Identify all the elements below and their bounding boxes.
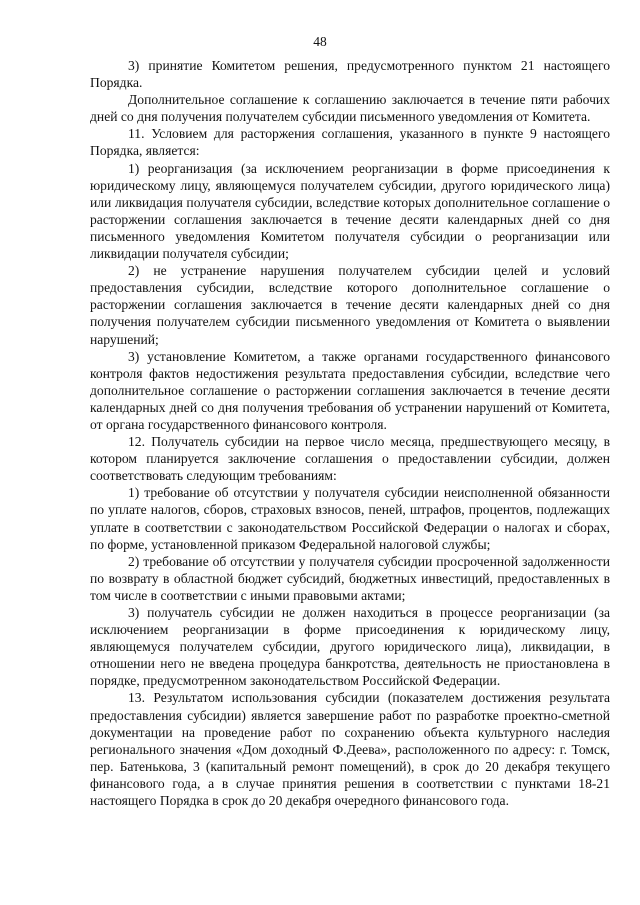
paragraph-clause-13: 13. Результатом использования субсидии (показателем достижения результата предоставления субсидии) является завершение работ по разработке проектно-сметной документации на проведение работ по сохранению объекта культурного наследия регионального значения «Дом доходный Ф.Деева», расположенного по адресу: г. Томск, пер. Батенькова, 3 (капитальный ремонт помещений), в срок до 20 декабря текущего финансового года, а в случае принятия решения в соответствии с пунктами 18-21 настоящего Порядка в срок до 20 декабря очередного финансового года. [90, 690, 610, 809]
paragraph-clause-11-item-3: 3) установление Комитетом, а также органами государственного финансового контроля фактов недостижения результата предоставления субсидии, вследствие чего дополнительное соглашение о расторжении соглашения заключается в течение десяти календарных дней со дня получения требования об устранении нарушений от Комитета, от органа государственного финансового контроля. [90, 348, 610, 432]
paragraph-clause-11-item-1: 1) реорганизация (за исключением реорганизации в форме присоединения к юридическому лицу, являющемуся получателем субсидии, другого юридического лица) или ликвидация получателя субсидии, вследствие которых дополнительное соглашение о расторжении соглашения заключается в течение десяти календарных дней со дня письменного уведомления Комитетом получателя субсидии о реорганизации или ликвидации получателя субсидии; [90, 160, 610, 262]
paragraph-clause-11: 11. Условием для расторжения соглашения, указанного в пункте 9 настоящего Порядка, является: [90, 126, 610, 159]
document-body [90, 57, 610, 809]
paragraph-clause-12-item-3: 3) получатель субсидии не должен находиться в процессе реорганизации (за исключением реорганизации в форме присоединения к юридическому лицу, являющемуся получателем субсидии, другого юридического лица), ликвидации, в отношении него не введена процедура банкротства, деятельность не приостановлена в порядке, предусмотренном законодательством Российской Федерации. [90, 605, 610, 689]
paragraph-supplementary-agreement: Дополнительное соглашение к соглашению заключается в течение пяти рабочих дней со дня получения получателем субсидии письменного уведомления от Комитета. [90, 92, 610, 125]
paragraph-item-3: 3) принятие Комитетом решения, предусмотренного пунктом 21 настоящего Порядка. [90, 58, 610, 91]
paragraph-clause-11-item-2: 2) не устранение нарушения получателем субсидии целей и условий предоставления субсидии, вследствие которого дополнительное соглашение о расторжении соглашения заключается в течение десяти календарных дней со дня получения получателем субсидии письменного уведомления от Комитета о выявлении нарушений; [90, 263, 610, 347]
paragraph-clause-12: 12. Получатель субсидии на первое число месяца, предшествующего месяцу, в котором планируется заключение соглашения о предоставлении субсидии, должен соответствовать следующим требованиям: [90, 434, 610, 484]
paragraph-clause-12-item-2: 2) требование об отсутствии у получателя субсидии просроченной задолженности по возврату в областной бюджет субсидий, бюджетных инвестиций, предоставленных в том числе в соответствии с иными правовыми актами; [90, 553, 610, 603]
page-number: 48 [313, 34, 327, 49]
paragraph-clause-12-item-1: 1) требование об отсутствии у получателя субсидии неисполненной обязанности по уплате налогов, сборов, страховых взносов, пеней, штрафов, процентов, подлежащих уплате в соответствии с законодательством Российской Федерации о налогах и сборах, по форме, установленной приказом Федеральной налоговой службы; [90, 485, 610, 552]
